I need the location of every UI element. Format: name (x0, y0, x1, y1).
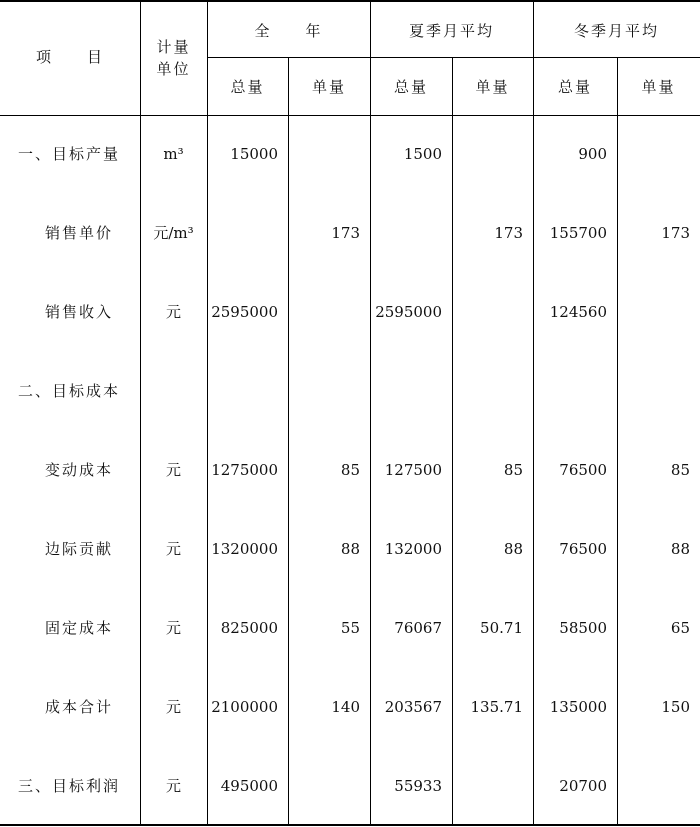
cell-winter-total: 20700 (559, 777, 607, 795)
cell-winter-total: 76500 (559, 540, 607, 558)
cell-winter-total: 135000 (549, 698, 607, 716)
row-unit: 元 (165, 540, 181, 558)
cell-winter-unit: 88 (670, 540, 690, 558)
header-summer-total: 总量 (393, 78, 428, 96)
row-unit: 元 (165, 777, 181, 795)
row-item-label: 固定成本 (45, 619, 114, 637)
cell-winter-total: 76500 (559, 461, 607, 479)
cell-winter-unit: 85 (670, 461, 690, 479)
bottom-rule (0, 824, 700, 826)
cell-summer-total: 203567 (384, 698, 442, 716)
cell-winter-total: 58500 (559, 619, 607, 637)
cell-summer-total: 76067 (394, 619, 442, 637)
row-item-label: 一、目标产量 (18, 145, 121, 163)
cell-year-unit: 140 (331, 698, 360, 716)
cell-summer-total: 127500 (384, 461, 442, 479)
row-unit: 元 (165, 461, 181, 479)
header-group-year: 全 年 (254, 22, 323, 40)
cell-year-total: 1275000 (211, 461, 278, 479)
row-item-label: 变动成本 (45, 461, 114, 479)
row-item-label: 三、目标利润 (18, 777, 121, 795)
header-year-total: 总量 (230, 78, 265, 96)
cell-summer-unit: 173 (494, 224, 523, 242)
cell-summer-unit: 88 (503, 540, 523, 558)
cell-winter-total: 124560 (549, 303, 607, 321)
cell-year-total: 1320000 (211, 540, 278, 558)
row-unit: 元 (165, 698, 181, 716)
cell-summer-unit: 50.71 (480, 619, 523, 637)
cell-year-unit: 173 (331, 224, 360, 242)
cell-summer-total: 55933 (394, 777, 442, 795)
cell-summer-total: 1500 (403, 145, 442, 163)
header-sub-rule (207, 57, 700, 58)
header-unit-line2: 单位 (156, 60, 191, 78)
cell-summer-total: 132000 (384, 540, 442, 558)
cell-year-unit: 55 (340, 619, 360, 637)
cell-summer-unit: 135.71 (470, 698, 523, 716)
cell-winter-unit: 65 (670, 619, 690, 637)
cell-summer-total: 2595000 (375, 303, 442, 321)
row-unit: 元 (165, 303, 181, 321)
row-item-label: 边际贡献 (45, 540, 114, 558)
header-summer-unit: 单量 (475, 78, 510, 96)
header-winter-total: 总量 (557, 78, 592, 96)
cell-winter-unit: 150 (661, 698, 690, 716)
header-group-winter: 冬季月平均 (573, 22, 659, 40)
cell-summer-unit: 85 (503, 461, 523, 479)
cell-year-total: 495000 (220, 777, 278, 795)
header-item: 项 目 (35, 48, 104, 66)
cell-winter-total: 900 (578, 145, 607, 163)
header-winter-unit: 单量 (641, 78, 676, 96)
cell-year-total: 15000 (230, 145, 278, 163)
cell-year-total: 2595000 (211, 303, 278, 321)
row-unit: m³ (163, 145, 184, 163)
cell-year-unit: 85 (340, 461, 360, 479)
header-bottom-rule (0, 115, 700, 116)
cell-year-total: 2100000 (211, 698, 278, 716)
row-unit: 元 (165, 619, 181, 637)
row-item-label: 销售单价 (45, 224, 114, 242)
row-item-label: 销售收入 (45, 303, 114, 321)
cell-year-total: 825000 (220, 619, 278, 637)
row-item-label: 成本合计 (45, 698, 114, 716)
header-group-summer: 夏季月平均 (408, 22, 494, 40)
header-unit-line1: 计量 (156, 38, 191, 56)
cell-winter-unit: 173 (661, 224, 690, 242)
cell-winter-total: 155700 (549, 224, 607, 242)
top-rule (0, 0, 700, 2)
row-item-label: 二、目标成本 (18, 382, 121, 400)
header-year-unit: 单量 (311, 78, 346, 96)
row-unit: 元/m³ (153, 224, 194, 242)
cell-year-unit: 88 (340, 540, 360, 558)
